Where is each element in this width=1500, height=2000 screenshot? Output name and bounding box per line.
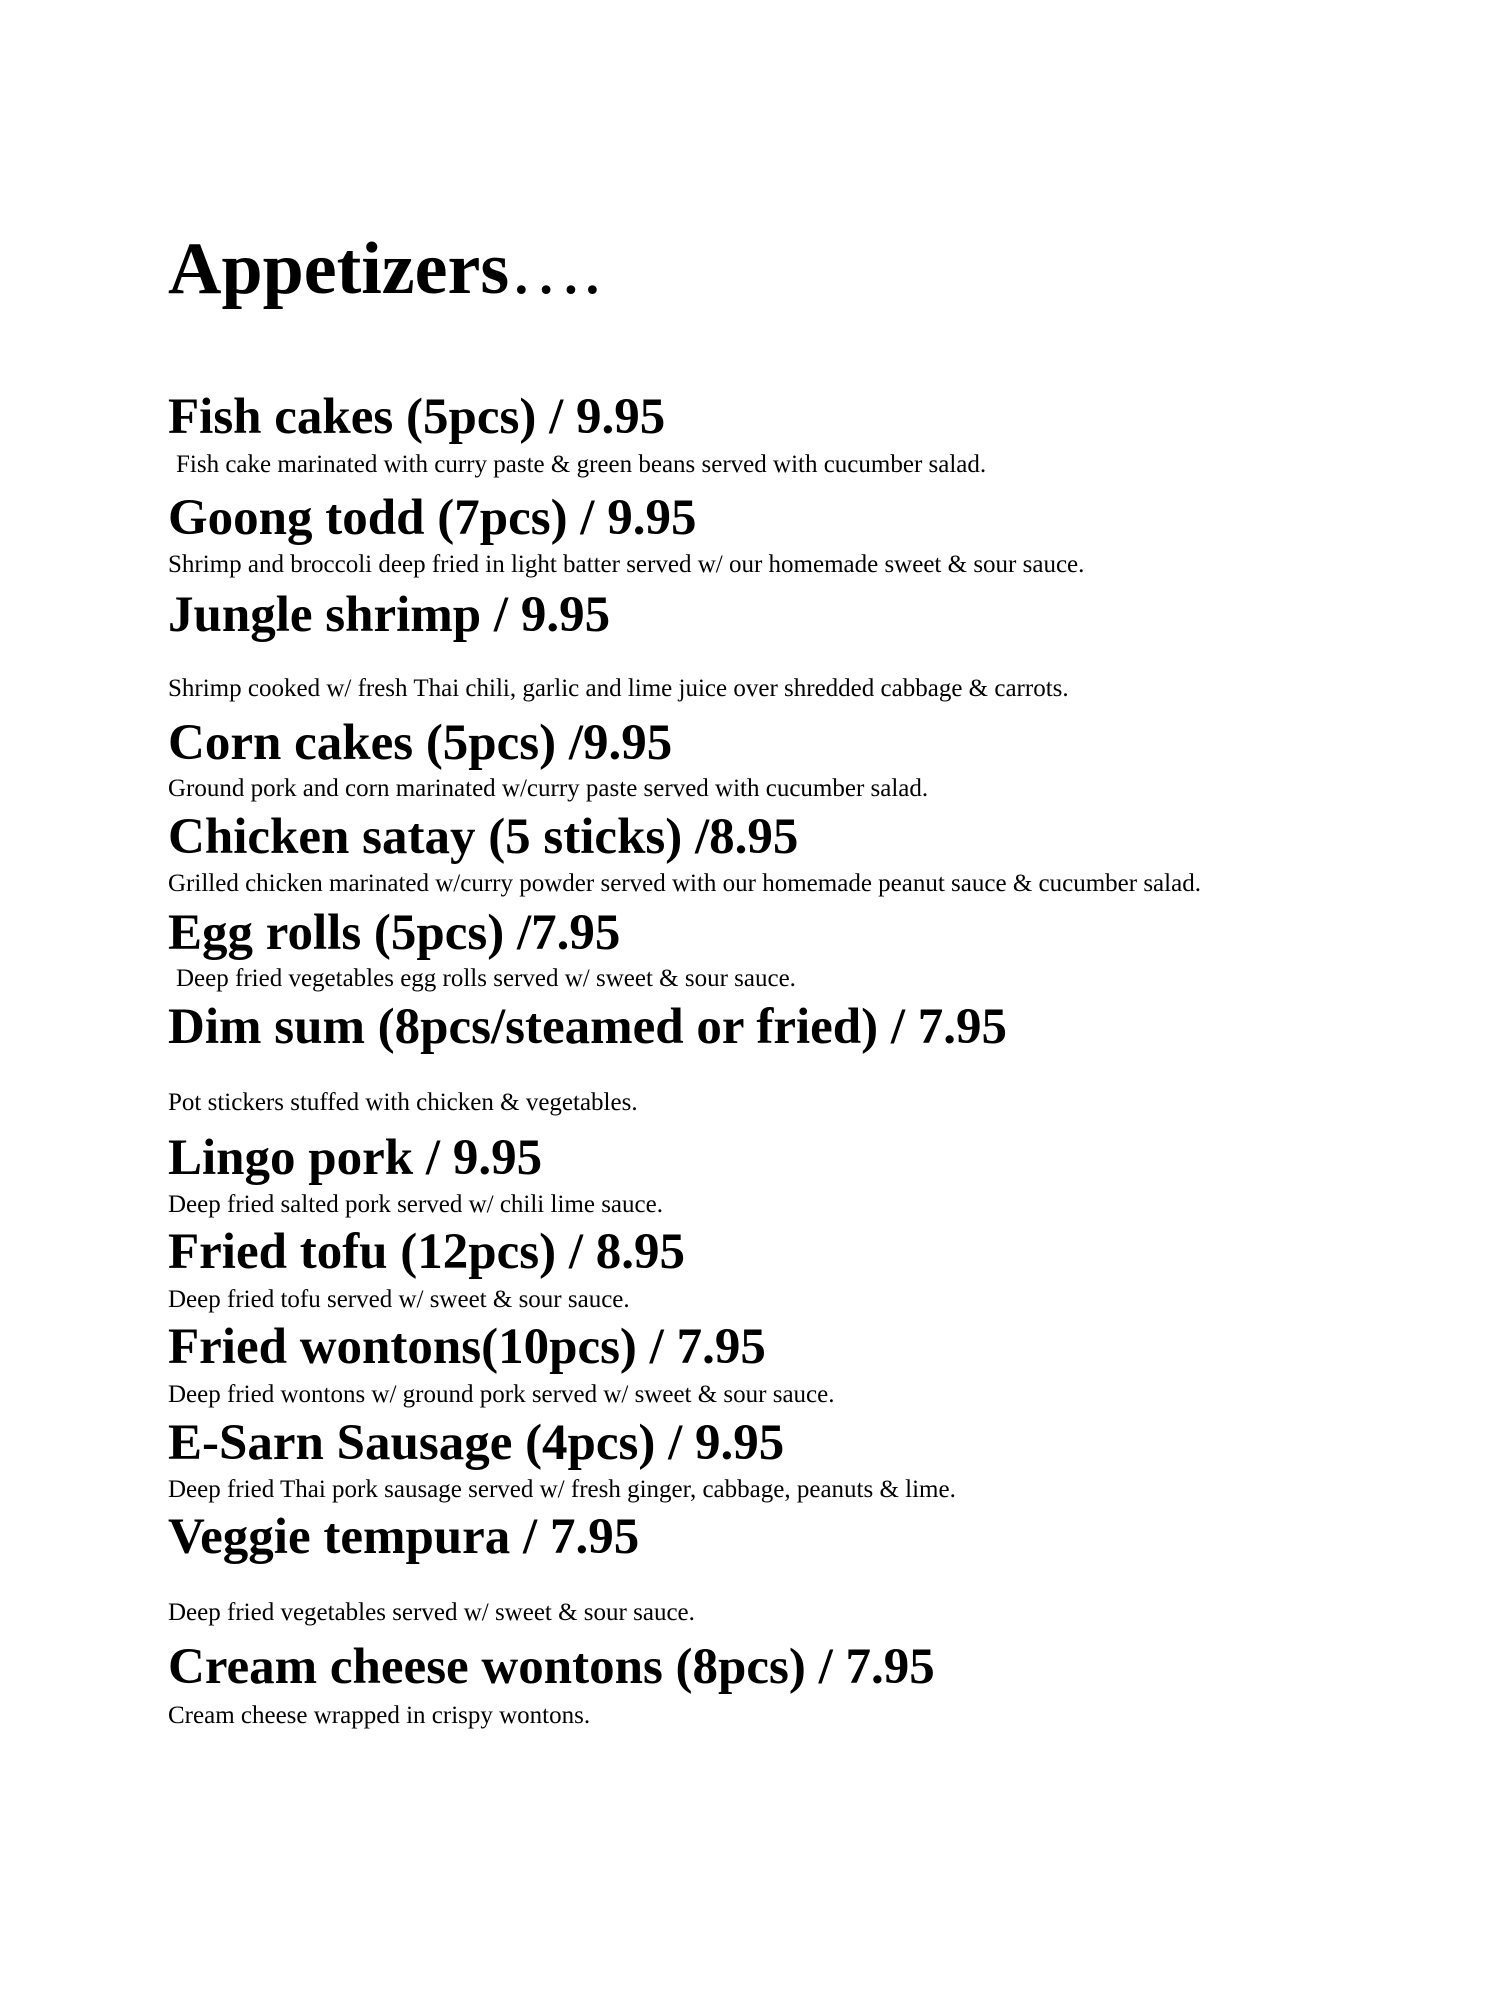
- menu-item-name: Fish cakes (5pcs) / 9.95: [168, 389, 666, 445]
- menu-item-name: Fried wontons(10pcs) / 7.95: [168, 1319, 766, 1375]
- menu-item-description: Fish cake marinated with curry paste & green beans served with cucumber salad.: [176, 451, 987, 478]
- page-title-text: Appetizers: [168, 228, 510, 310]
- menu-item-description: Deep fried salted pork served w/ chili lime sauce.: [168, 1191, 663, 1218]
- menu-item-description: Deep fried vegetables egg rolls served w/ sweet & sour sauce.: [176, 965, 796, 992]
- page-title-ellipsis: ….: [509, 228, 602, 310]
- menu-item-description: Deep fried Thai pork sausage served w/ fresh ginger, cabbage, peanuts & lime.: [168, 1476, 956, 1503]
- menu-item-description: Deep fried wontons w/ ground pork served w/ sweet & sour sauce.: [168, 1381, 835, 1408]
- page-title: [168, 228, 602, 310]
- menu-item-description: Ground pork and corn marinated w/curry paste served with cucumber salad.: [168, 775, 929, 802]
- menu-item-description: Shrimp cooked w/ fresh Thai chili, garlic and lime juice over shredded cabbage & carrots.: [168, 675, 1069, 702]
- menu-item-description: Grilled chicken marinated w/curry powder served with our homemade peanut sauce & cucumber salad.: [168, 870, 1201, 897]
- menu-item-description: Cream cheese wrapped in crispy wontons.: [168, 1702, 591, 1729]
- menu-item-description: Deep fried tofu served w/ sweet & sour sauce.: [168, 1286, 630, 1313]
- menu-item-name: Fried tofu (12pcs) / 8.95: [168, 1224, 686, 1280]
- menu-item-description: Deep fried vegetables served w/ sweet & sour sauce.: [168, 1599, 695, 1626]
- menu-item-name: Lingo pork / 9.95: [168, 1130, 543, 1186]
- menu-item-name: E-Sarn Sausage (4pcs) / 9.95: [168, 1415, 785, 1471]
- menu-item-name: Veggie tempura / 7.95: [168, 1509, 640, 1565]
- menu-item-name: Dim sum (8pcs/steamed or fried) / 7.95: [168, 999, 1008, 1055]
- menu-item-name: Jungle shrimp / 9.95: [168, 587, 611, 643]
- menu-item-name: Egg rolls (5pcs) /7.95: [168, 905, 621, 961]
- menu-item-name: Cream cheese wontons (8pcs) / 7.95: [168, 1639, 935, 1695]
- menu-item-name: Corn cakes (5pcs) /9.95: [168, 715, 673, 771]
- menu-item-description: Shrimp and broccoli deep fried in light batter served w/ our homemade sweet & sour sauce.: [168, 551, 1085, 578]
- menu-item-name: Goong todd (7pcs) / 9.95: [168, 490, 697, 546]
- menu-item-description: Pot stickers stuffed with chicken & vegetables.: [168, 1089, 638, 1116]
- menu-item-name: Chicken satay (5 sticks) /8.95: [168, 809, 799, 865]
